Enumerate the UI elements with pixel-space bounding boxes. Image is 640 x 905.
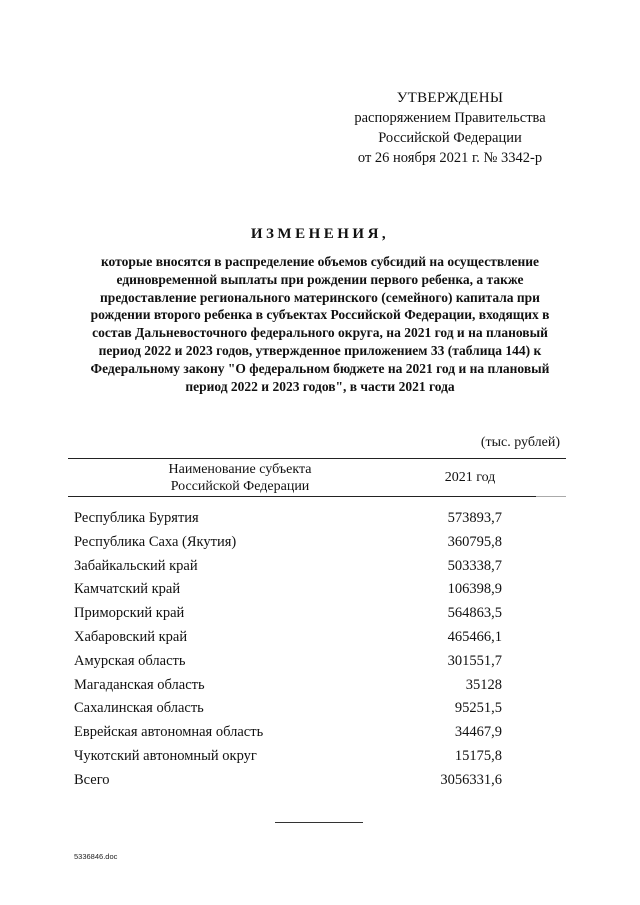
table-row (0, 772, 640, 796)
document-description: которые вносятся в распределение объемов субсидий на осуществление единовременной выплаты при рождении первого ребенка, а также предоставление регионального материнского (семейного) капитала при рождении второго ребенка в субъектах Российской Федерации, входящих в состав Дальневосточного федерального округа, на 2021 год и на плановый период 2022 и 2023 годов, утвержденное приложением 33 (таблица 144) к Федеральному закону "О федеральном бюджете на 2021 год и на плановый период 2022 и 2023 годов", в части 2021 года (90, 254, 550, 394)
region-name: Приморский край (74, 605, 185, 622)
table-top-rule (68, 458, 566, 459)
region-name: Всего (74, 771, 110, 788)
table-row (0, 700, 640, 724)
table-header-name-line-1: Наименование субъекта (168, 462, 312, 477)
table-header-name (120, 461, 360, 495)
region-name: Чукотский автономный округ (74, 747, 257, 764)
region-name: Забайкальский край (74, 557, 198, 574)
subsidy-value: 106398,9 (447, 581, 502, 598)
table-row (0, 605, 640, 629)
table-body (0, 510, 640, 796)
approval-block (345, 88, 555, 168)
table-header-year: 2021 год (444, 470, 496, 485)
table-row (0, 581, 640, 605)
region-name: Амурская область (74, 652, 186, 669)
subsidy-value: 360795,8 (447, 533, 502, 550)
region-name: Хабаровский край (74, 628, 188, 645)
table-row (0, 510, 640, 534)
units-label: (тыс. рублей) (480, 435, 560, 450)
region-name: Республика Бурятия (74, 510, 199, 526)
subsidy-value: 35128 (465, 676, 502, 693)
region-name: Магаданская область (74, 676, 205, 693)
region-name: Республика Саха (Якутия) (74, 533, 237, 550)
table-row (0, 629, 640, 653)
doc-filename: 5336846.doc (74, 852, 118, 861)
region-name: Сахалинская область (74, 700, 204, 717)
approval-line-2: Российской Федерации (378, 130, 522, 146)
subsidy-value: 503338,7 (447, 557, 502, 574)
footer-line (275, 822, 363, 823)
subsidy-value: 3056331,6 (440, 771, 502, 788)
document-title: ИЗМЕНЕНИЯ, (250, 226, 390, 242)
table-header-rule-tail (536, 496, 566, 497)
subsidy-value: 564863,5 (447, 605, 502, 622)
subsidy-value: 95251,5 (454, 700, 502, 717)
table-header-rule (68, 496, 536, 497)
table-row (0, 653, 640, 677)
approval-line-3: от 26 ноября 2021 г. № 3342-р (357, 150, 543, 166)
region-name: Еврейская автономная область (74, 724, 264, 741)
subsidy-value: 573893,7 (447, 510, 502, 526)
region-name: Камчатский край (74, 581, 181, 598)
approval-line-1: распоряжением Правительства (354, 110, 546, 126)
table-row (0, 748, 640, 772)
subsidy-value: 301551,7 (447, 652, 502, 669)
approval-heading: УТВЕРЖДЕНЫ (396, 90, 504, 106)
table-row (0, 558, 640, 582)
table-header-name-line-2: Российской Федерации (170, 479, 310, 494)
table-row (0, 677, 640, 701)
subsidy-value: 34467,9 (454, 724, 502, 741)
subsidy-value: 465466,1 (447, 628, 502, 645)
subsidy-value: 15175,8 (454, 747, 502, 764)
table-row (0, 724, 640, 748)
table-row (0, 534, 640, 558)
